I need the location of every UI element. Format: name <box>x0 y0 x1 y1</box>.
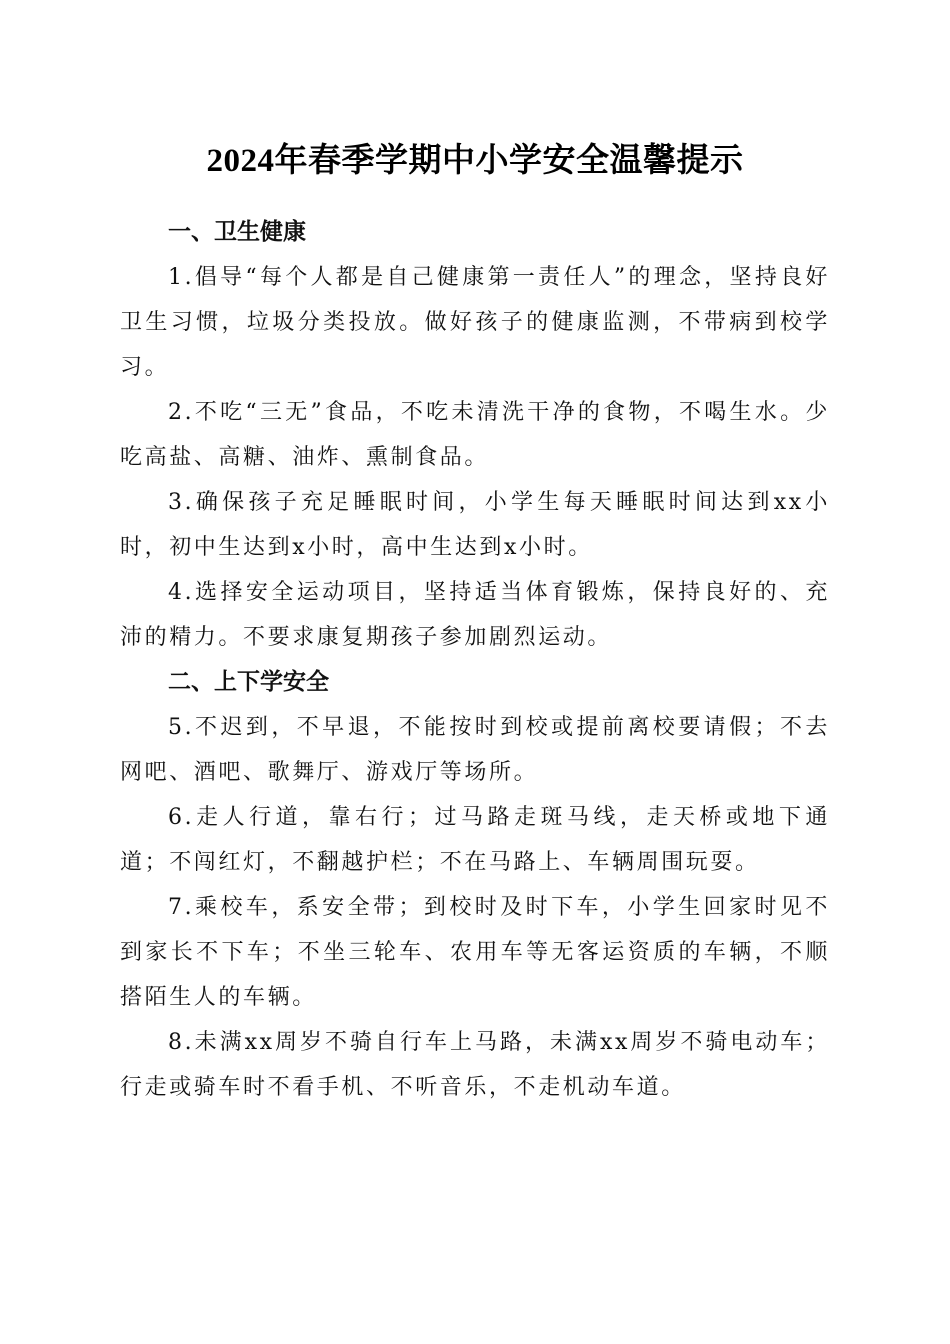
section-heading-commute-safety: 二、上下学安全 <box>168 669 329 695</box>
list-item: 8.未满xx周岁不骑自行车上马路，未满xx周岁不骑电动车；行走或骑车时不看手机、不听音乐，不走机动车道。 <box>120 1030 830 1100</box>
list-item: 4.选择安全运动项目，坚持适当体育锻炼，保持良好的、充沛的精力。不要求康复期孩子参加剧烈运动。 <box>120 580 830 650</box>
list-item: 7.乘校车，系安全带；到校时及时下车，小学生回家时见不到家长不下车；不坐三轮车、农用车等无客运资质的车辆，不顺搭陌生人的车辆。 <box>120 895 830 1010</box>
list-item: 3.确保孩子充足睡眠时间，小学生每天睡眠时间达到xx小时，初中生达到x小时，高中生达到x小时。 <box>120 490 830 560</box>
section-heading-health: 一、卫生健康 <box>168 219 306 245</box>
list-item: 5.不迟到，不早退，不能按时到校或提前离校要请假；不去网吧、酒吧、歌舞厅、游戏厅等场所。 <box>120 715 830 785</box>
list-item: 1.倡导“每个人都是自己健康第一责任人”的理念，坚持良好卫生习惯，垃圾分类投放。做好孩子的健康监测，不带病到校学习。 <box>120 265 830 380</box>
list-item: 6.走人行道，靠右行；过马路走斑马线，走天桥或地下通道；不闯红灯，不翻越护栏；不在马路上、车辆周围玩耍。 <box>120 805 830 875</box>
list-item: 2.不吃“三无”食品，不吃未清洗干净的食物，不喝生水。少吃高盐、高糖、油炸、熏制食品。 <box>120 400 830 470</box>
document-title: 2024年春季学期中小学安全温馨提示 <box>206 143 744 179</box>
document-body <box>120 210 830 1110</box>
